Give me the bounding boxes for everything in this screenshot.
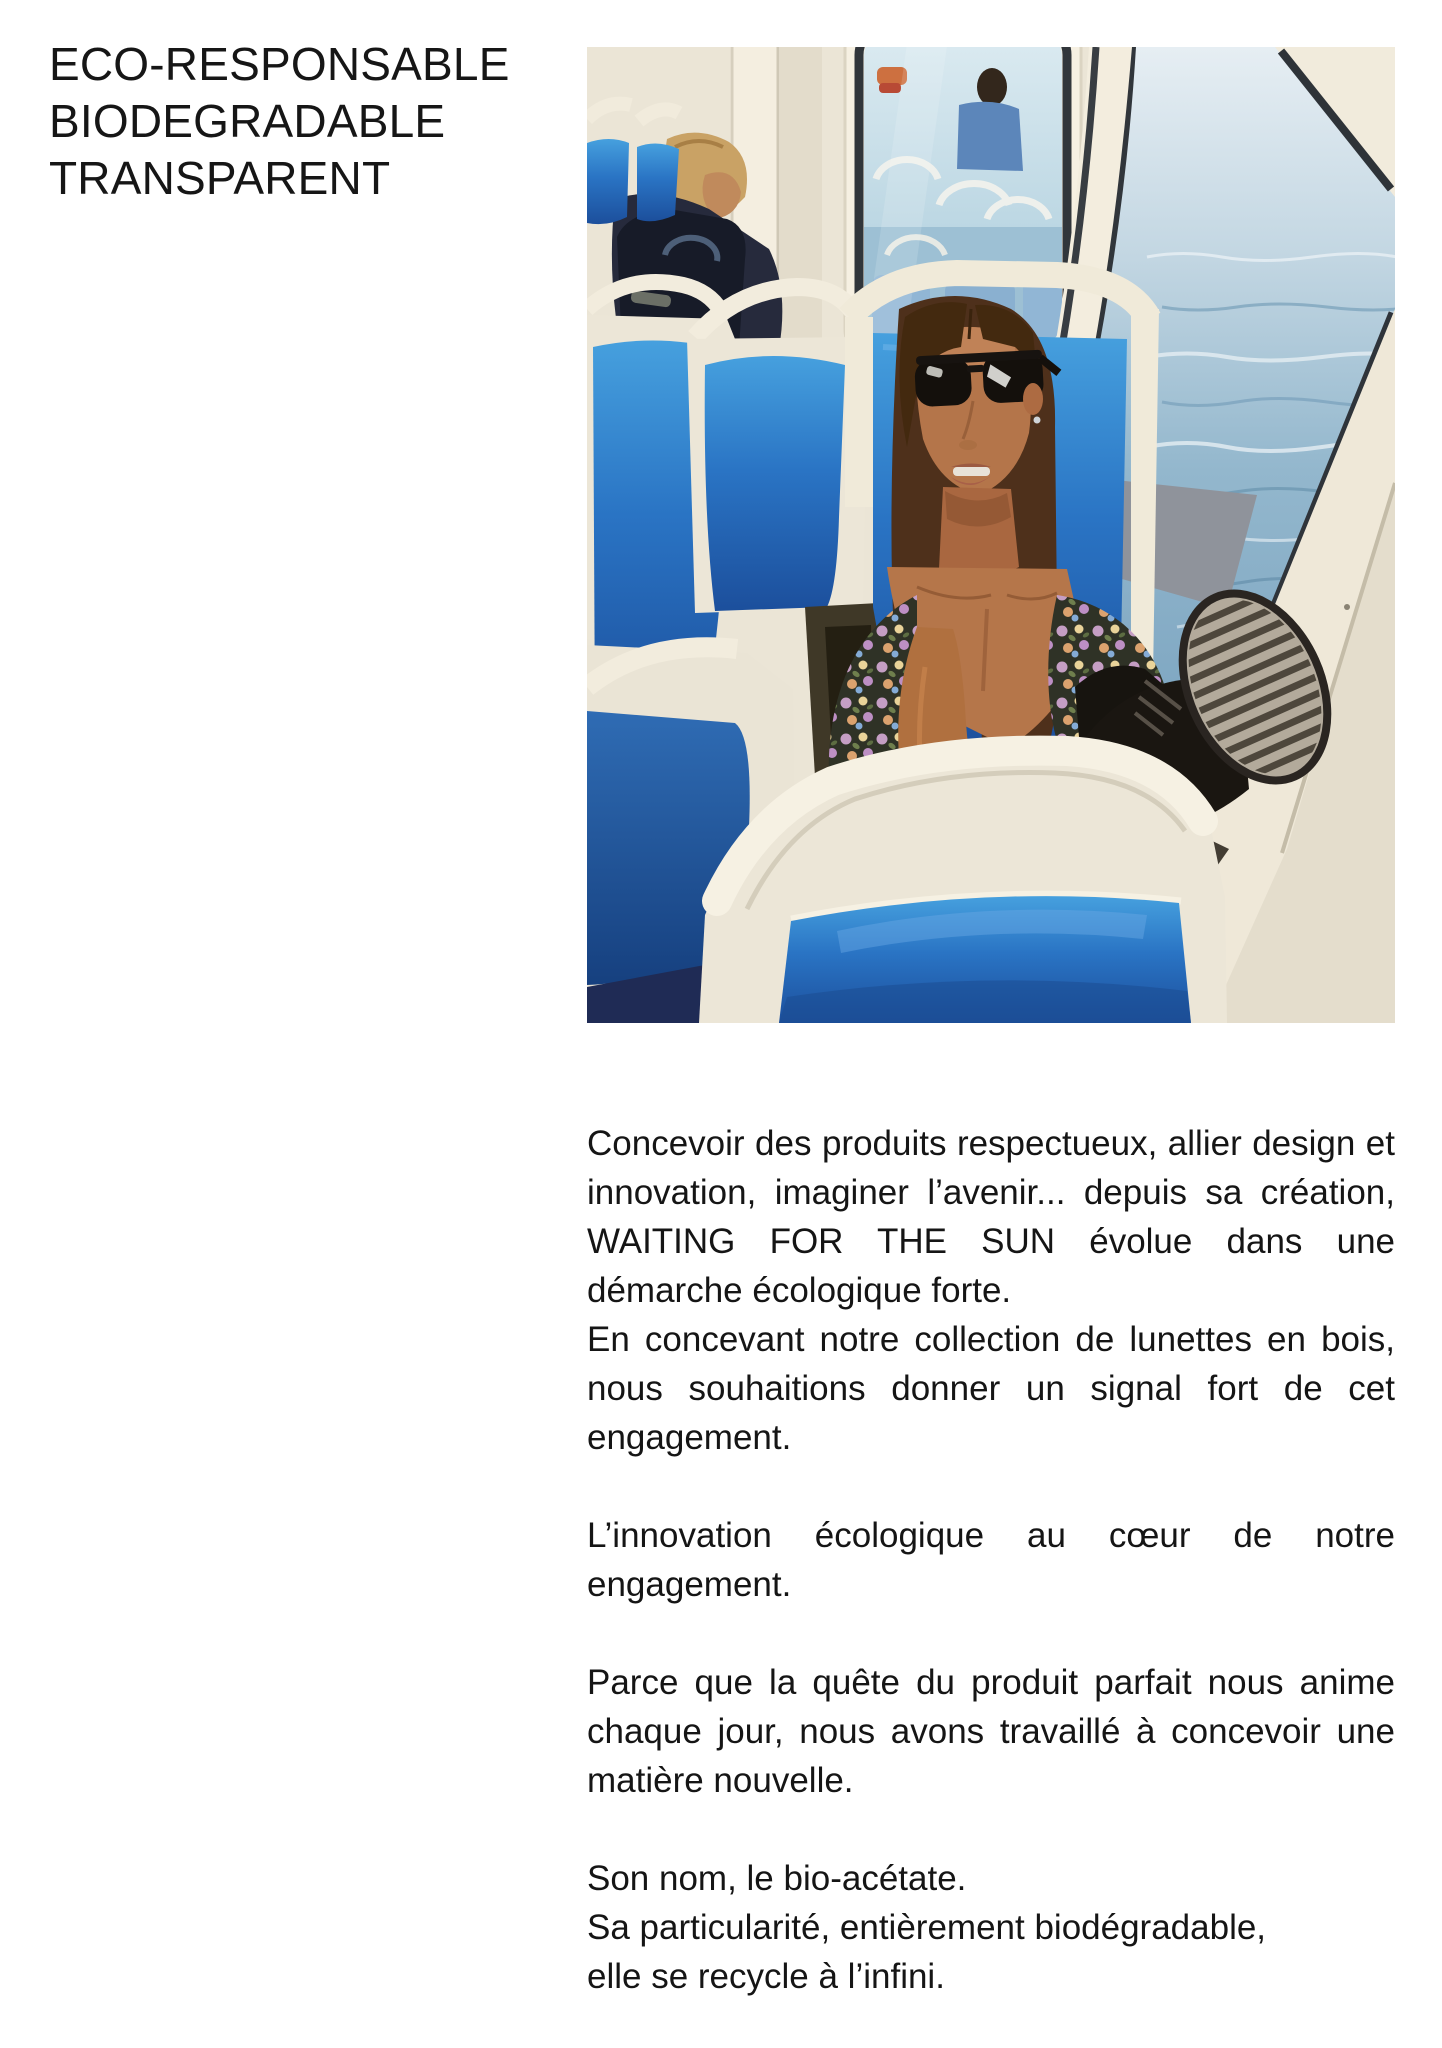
paragraph-group-2 [587,1511,1395,1609]
paragraph-group-1 [587,1119,1395,1462]
ferry-photo-illustration [587,47,1395,1023]
body-paragraph: Son nom, le bio-acétate. [587,1859,967,1898]
body-paragraph: Parce que la quête du produit parfait nous anime chaque jour, nous avons travaillé à concevoir une matière nouvelle. [587,1663,1395,1800]
heading-line-2: BIODEGRADABLE [49,95,446,147]
ferry-photo [587,47,1395,1023]
heading-line-1: ECO-RESPONSABLE [49,38,510,90]
body-paragraph: En concevant notre collection de lunettes en bois, nous souhaitions donner un signal fort de cet engagement. [587,1320,1395,1457]
body-paragraph: Concevoir des produits respectueux, allier design et innovation, imaginer l’avenir... depuis sa création, WAITING FOR THE SUN évolue dans une démarche écologique forte. [587,1124,1395,1310]
page-heading [49,36,510,207]
paragraph-group-4 [587,1854,1395,2001]
body-copy [587,1119,1395,2001]
body-paragraph: Sa particularité, entièrement biodégradable, [587,1908,1267,1947]
body-paragraph: elle se recycle à l’infini. [587,1957,945,1996]
body-paragraph: L’innovation écologique au cœur de notre engagement. [587,1516,1395,1604]
paragraph-group-3 [587,1658,1395,1805]
heading-line-3: TRANSPARENT [49,152,391,204]
